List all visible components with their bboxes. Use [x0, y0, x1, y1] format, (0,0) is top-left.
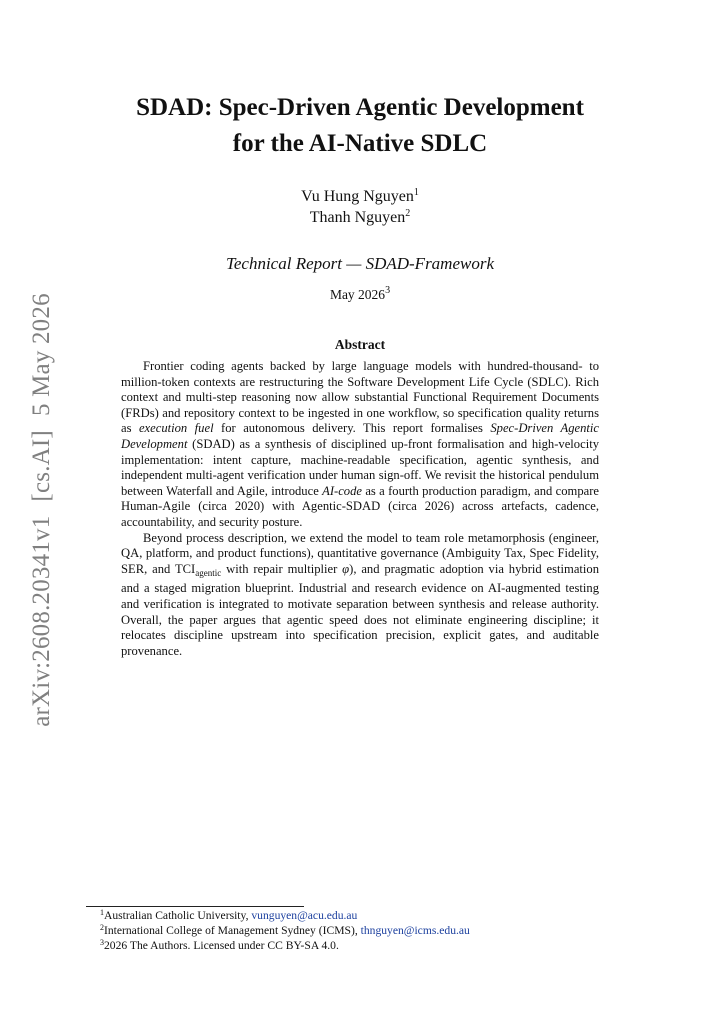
- abstract-body: [121, 359, 599, 659]
- footnote-text: Australian Catholic University,: [104, 909, 252, 922]
- paper-title: [0, 90, 720, 162]
- author-1: [0, 186, 720, 207]
- footnote-1: [100, 908, 660, 923]
- date-text: May 2026: [329, 287, 386, 302]
- abstract-text: (SDAD) as a synthesis of disciplined up-front formalisation and high-velocity implementation: intent capture, machine-readable specification, agentic synthesis, and independent multi-agent verification under human sign-off. We revisit the historical pendulum between Waterfall and Agile, introduce: [121, 436, 599, 498]
- abstract-emphasis: Spec-Driven Agentic Development: [121, 421, 600, 451]
- title-line-2: for the AI-Native SDLC: [232, 130, 488, 157]
- footnote-mark: 2: [100, 923, 104, 933]
- arxiv-category: [cs.AI]: [28, 430, 55, 502]
- footnote-mark: 1: [100, 908, 104, 917]
- tci-symbol: TCI: [174, 561, 196, 576]
- tci-subscript: agentic: [195, 567, 222, 578]
- footnote-2: [100, 923, 660, 938]
- footnote-text: International College of Management Sydney (ICMS),: [104, 924, 361, 938]
- author-list: [0, 186, 720, 228]
- abstract-paragraph-1: [121, 359, 599, 531]
- footnote-mark: 3: [385, 285, 391, 296]
- abstract-text: for autonomous delivery. This report formalises: [213, 421, 491, 436]
- abstract-emphasis: AI-code: [322, 483, 362, 498]
- author-name: Thanh Nguyen: [309, 209, 406, 226]
- report-subtitle: Technical Report — SDAD-Framework: [225, 254, 495, 273]
- email-link[interactable]: vunguyen@acu.edu.au: [251, 909, 358, 922]
- arxiv-date: 5 May 2026: [28, 293, 55, 417]
- abstract-text: Beyond process description, we extend the model to team role metamorphosis (engineer, QA, platform, and product functions), quantitative governance (Ambiguity Tax, Spec Fidelity, SER, and: [121, 530, 599, 576]
- abstract-text: with repair multiplier: [221, 561, 343, 576]
- abstract-text: as a fourth production paradigm, and compare Human-Agile (circa 2020) with Agentic-SDAD (circa 2026) across artefacts, cadence, accountability, and security posture.: [121, 483, 599, 529]
- author-name: Vu Hung Nguyen: [301, 188, 414, 205]
- publication-date: [0, 287, 720, 303]
- abstract-heading: Abstract: [334, 337, 386, 352]
- footnote-mark: 2: [405, 208, 411, 219]
- footnote-mark: 1: [413, 187, 419, 198]
- abstract-text: ), and pragmatic adoption via hybrid estimation and a staged migration blueprint. Industrial and research evidence on AI-augmented testing and verification is integrated to motivate separation between synthesis and release authority. Overall, the paper argues that agentic speed does not eliminate engineering discipline; it relocates discipline upstream into specification precision, explicit gates, and auditable provenance.: [121, 561, 600, 658]
- author-2: [0, 207, 720, 228]
- email-link[interactable]: thnguyen@icms.edu.au: [360, 924, 470, 938]
- arxiv-sidebar-stamp: [20, 293, 64, 727]
- footnote-mark: 3: [100, 938, 104, 948]
- arxiv-id[interactable]: arXiv:2608.20341v1: [28, 515, 55, 727]
- abstract-text: Frontier coding agents backed by large language models with hundred-thousand- to million-token contexts are restructuring the Software Development Life Cycle (SDLC). Rich context and multi-step reasoning now allow substantial Functional Requirement Documents (FRDs) and repository context to be ingested in one workflow, so specification quality returns as: [121, 359, 599, 436]
- footnote-3: [100, 938, 660, 953]
- footnotes: [100, 908, 660, 954]
- abstract-emphasis: execution fuel: [138, 421, 214, 436]
- phi-symbol: φ: [342, 561, 350, 576]
- title-line-1: SDAD: Spec-Driven Agentic Development: [136, 94, 584, 121]
- footnote-rule: [86, 906, 304, 907]
- abstract-paragraph-2: [121, 531, 599, 660]
- footnote-text: 2026 The Authors. Licensed under CC BY-SA 4.0.: [104, 939, 339, 953]
